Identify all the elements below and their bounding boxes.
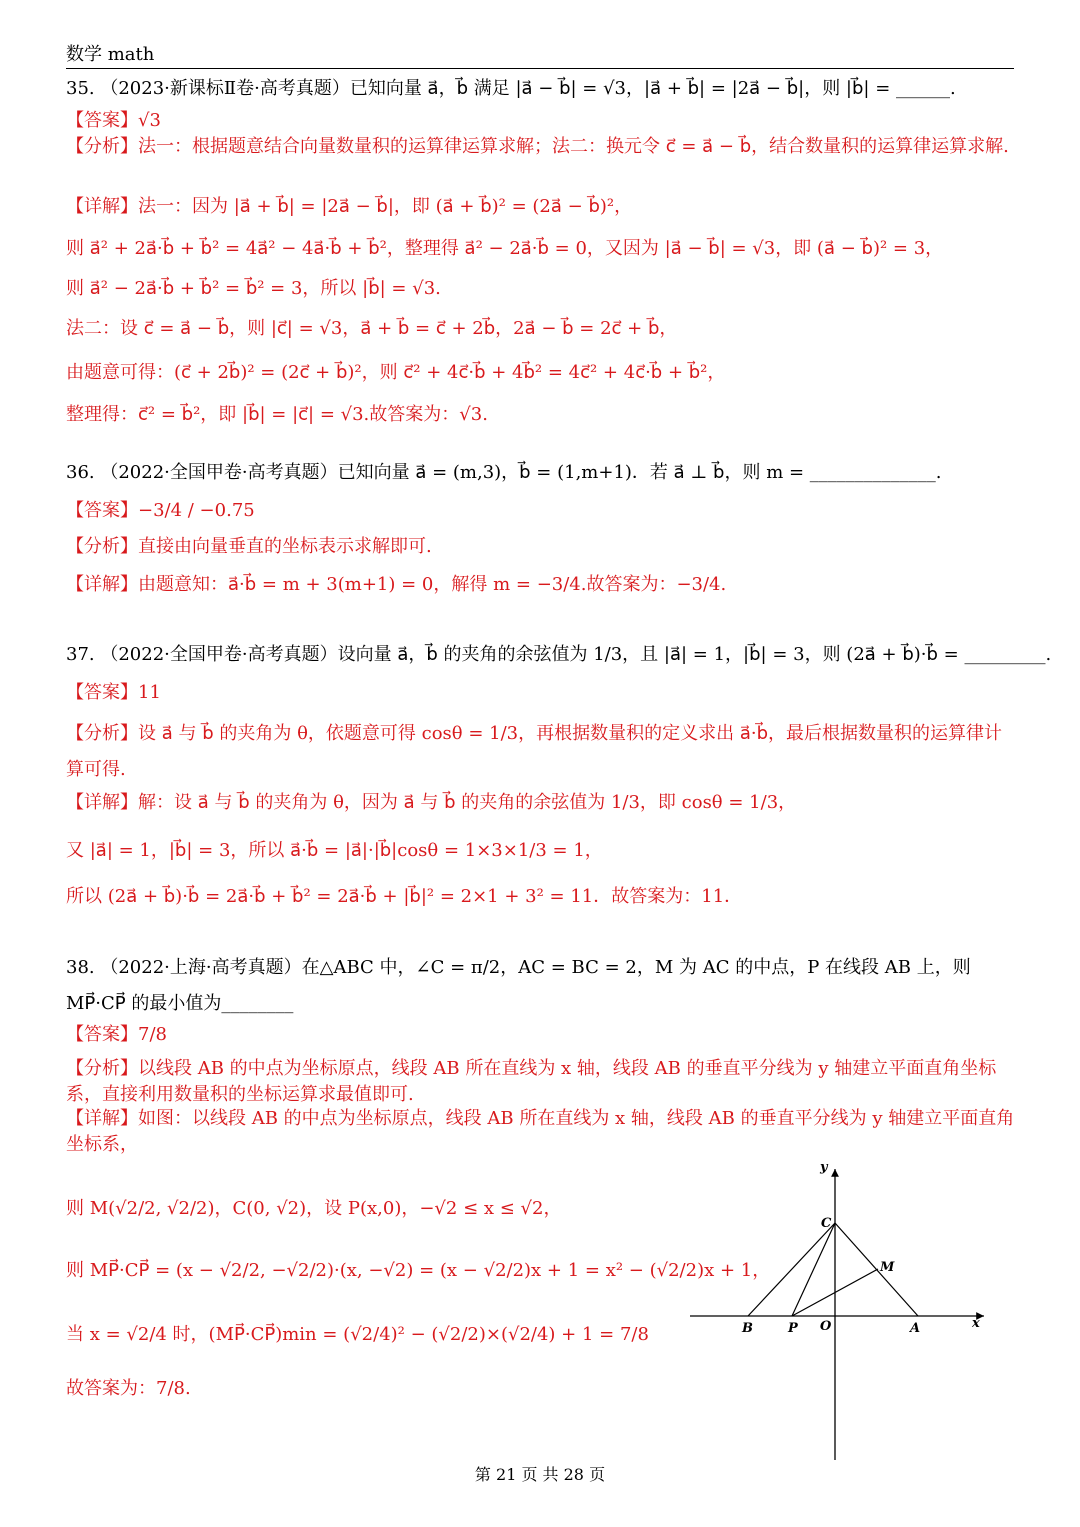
- label-P: P: [788, 1321, 798, 1336]
- detail-35-line4: 法二：设 c⃗ = a⃗ − b⃗，则 |c⃗| = √3，a⃗ + b⃗ = c⃗ + 2b⃗，2a⃗ − b⃗ = 2c⃗ + b⃗，: [66, 318, 678, 339]
- label-A: A: [910, 1321, 921, 1336]
- page-header: 数学 math: [66, 40, 1014, 69]
- question-37: 37. （2022·全国甲卷·高考真题）设向量 a⃗，b⃗ 的夹角的余弦值为 1/3，且 |a⃗| = 1，|b⃗| = 3，则 (2a⃗ + b⃗)·b⃗ = _________.: [66, 644, 1052, 665]
- answer-35: 【答案】√3: [66, 110, 161, 131]
- detail-38-line4: 故答案为：7/8.: [66, 1378, 191, 1399]
- page-footer: 第 21 页 共 28 页: [474, 1465, 606, 1484]
- label-C: C: [821, 1216, 832, 1231]
- analysis-37: 【分析】设 a⃗ 与 b⃗ 的夹角为 θ，依题意可得 cosθ = 1/3，再根据数量积的定义求出 a⃗·b⃗，最后根据数量积的运算律计算可得.: [66, 723, 1003, 780]
- question-38: 38. （2022·上海·高考真题）在△ABC 中，∠C = π/2，AC = BC = 2，M 为 AC 的中点，P 在线段 AB 上，则 MP⃗·CP⃗ 的最小值为________: [66, 957, 971, 1014]
- detail-35-line2: 则 a⃗² + 2a⃗·b⃗ + b⃗² = 4a⃗² − 4a⃗·b⃗ + b⃗²，整理得 a⃗² − 2a⃗·b⃗ = 0，又因为 |a⃗ − b⃗| = √3，即 (a⃗ − b⃗)² = 3，: [66, 238, 944, 259]
- detail-37-line3: 所以 (2a⃗ + b⃗)·b⃗ = 2a⃗·b⃗ + b⃗² = 2a⃗·b⃗ + |b⃗|² = 2×1 + 3² = 11．故答案为：11．: [66, 886, 743, 907]
- detail-35-line5: 由题意可得：(c⃗ + 2b⃗)² = (2c⃗ + b⃗)²，则 c⃗² + 4c⃗·b⃗ + 4b⃗² = 4c⃗² + 4c⃗·b⃗ + b⃗²，: [66, 362, 726, 383]
- analysis-36: 【分析】直接由向量垂直的坐标表示求解即可.: [66, 536, 432, 557]
- detail-37-line1: 【详解】解：设 a⃗ 与 b⃗ 的夹角为 θ，因为 a⃗ 与 b⃗ 的夹角的余弦值为 1/3，即 cosθ = 1/3，: [66, 792, 797, 813]
- segment-BC: [748, 1223, 835, 1316]
- question-36: 36. （2022·全国甲卷·高考真题）已知向量 a⃗ = (m,3)，b⃗ = (1,m+1)．若 a⃗ ⊥ b⃗，则 m = ______________.: [66, 462, 942, 483]
- detail-38-line2: 则 MP⃗·CP⃗ = (x − √2/2, −√2/2)·(x, −√2) = (x − √2/2)x + 1 = x² − (√2/2)x + 1，: [66, 1260, 771, 1281]
- detail-38-intro: 【详解】如图：以线段 AB 的中点为坐标原点，线段 AB 所在直线为 x 轴，线段 AB 的垂直平分线为 y 轴建立平面直角坐标系，: [66, 1108, 1015, 1155]
- detail-35-line1: 【详解】法一：因为 |a⃗ + b⃗| = |2a⃗ − b⃗|，即 (a⃗ + b⃗)² = (2a⃗ − b⃗)²，: [66, 196, 633, 217]
- detail-38-line3: 当 x = √2/4 时，(MP⃗·CP⃗)min = (√2/4)² − (√2/2)×(√2/4) + 1 = 7/8: [66, 1324, 649, 1345]
- label-M: M: [880, 1260, 895, 1275]
- answer-37: 【答案】11: [66, 682, 161, 703]
- analysis-38: 【分析】以线段 AB 的中点为坐标原点，线段 AB 所在直线为 x 轴，线段 AB 的垂直平分线为 y 轴建立平面直角坐标系，直接利用数量积的坐标运算求最值即可.: [66, 1058, 997, 1105]
- detail-37-line2: 又 |a⃗| = 1，|b⃗| = 3，所以 a⃗·b⃗ = |a⃗|·|b⃗|cosθ = 1×3×1/3 = 1，: [66, 840, 603, 861]
- segment-CP: [792, 1223, 835, 1316]
- question-35: 35. （2023·新课标Ⅱ卷·高考真题）已知向量 a⃗，b⃗ 满足 |a⃗ − b⃗| = √3，|a⃗ + b⃗| = |2a⃗ − b⃗|，则 |b⃗| = ______.: [66, 78, 956, 99]
- detail-35-line6: 整理得：c⃗² = b⃗²，即 |b⃗| = |c⃗| = √3.故答案为：√3.: [66, 404, 488, 425]
- detail-38-line1: 则 M(√2/2, √2/2)，C(0, √2)，设 P(x,0)，−√2 ≤ x ≤ √2，: [66, 1198, 562, 1219]
- coordinate-figure: [680, 1155, 1000, 1465]
- answer-36: 【答案】−3/4 / −0.75: [66, 500, 255, 521]
- answer-38: 【答案】7/8: [66, 1024, 167, 1045]
- label-B: B: [742, 1321, 753, 1336]
- label-y: y: [820, 1160, 828, 1175]
- analysis-35: 【分析】法一：根据题意结合向量数量积的运算律运算求解；法二：换元令 c⃗ = a⃗ − b⃗，结合数量积的运算律运算求解.: [66, 136, 1009, 157]
- label-x: x: [972, 1316, 980, 1331]
- label-O: O: [820, 1319, 832, 1334]
- detail-35-line3: 则 a⃗² − 2a⃗·b⃗ + b⃗² = b⃗² = 3，所以 |b⃗| = √3.: [66, 278, 441, 299]
- detail-36-line1: 【详解】由题意知：a⃗·b⃗ = m + 3(m+1) = 0，解得 m = −3/4.故答案为：−3/4.: [66, 574, 727, 595]
